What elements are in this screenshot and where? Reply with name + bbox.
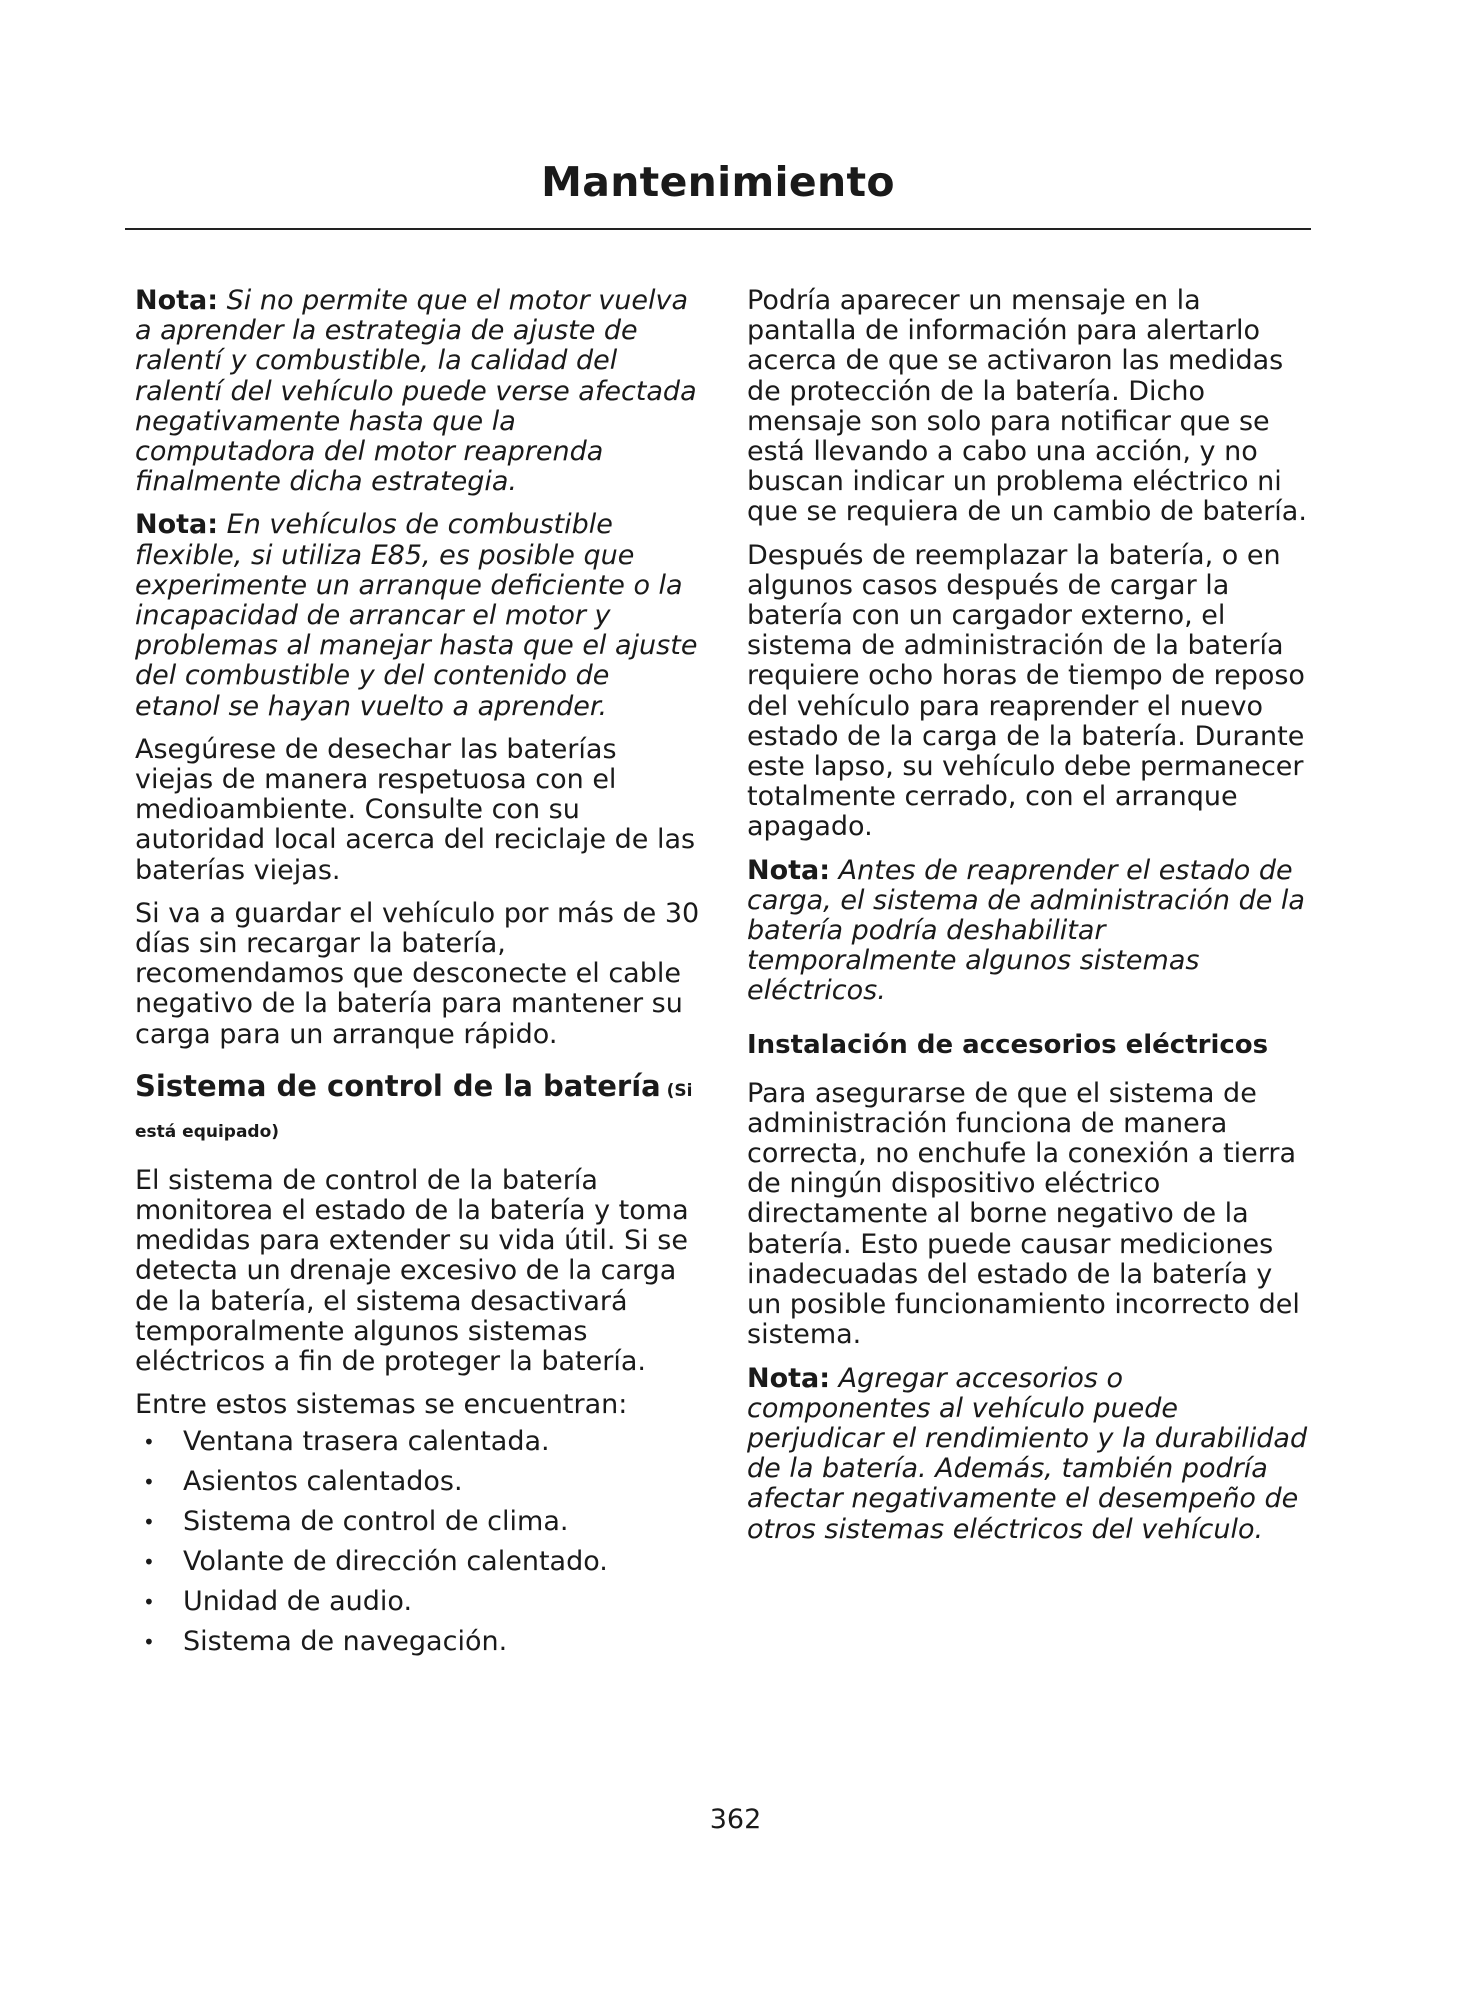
list-item: • Ventana trasera calentada. xyxy=(143,1425,550,1457)
note-label: Nota: xyxy=(135,285,219,316)
section-heading-text: Sistema de control de la batería xyxy=(135,1068,661,1103)
note-text: Agregar accesorios o componentes al vehículo puede perjudicar el rendimiento y la durabilidad de la batería. Además, también podría afectar negativamente el desempeño de otros sistemas eléctricos del vehículo. xyxy=(747,1362,1308,1545)
note-flex-fuel xyxy=(135,510,700,721)
section-heading-battery-control xyxy=(135,1068,700,1150)
list-item: • Sistema de control de clima. xyxy=(143,1505,569,1537)
list-item: • Volante de dirección calentado. xyxy=(143,1545,608,1577)
bullet-icon: • xyxy=(143,1469,155,1494)
page-number: 362 xyxy=(709,1804,762,1835)
systems-list xyxy=(135,1427,700,1657)
right-column xyxy=(747,286,1312,1558)
note-label: Nota: xyxy=(135,509,219,541)
note-text: Antes de reaprender el estado de carga, el sistema de administración de la batería podría deshabilitar temporalmente algunos sistemas eléctricos. xyxy=(747,854,1305,1007)
note-label: Nota: xyxy=(747,854,831,886)
list-item: • Asientos calentados. xyxy=(143,1465,463,1497)
title-divider xyxy=(125,228,1311,230)
note-accessories xyxy=(747,1364,1312,1545)
bullet-icon: • xyxy=(143,1629,155,1654)
left-column xyxy=(135,286,700,1667)
bullet-icon: • xyxy=(143,1589,155,1614)
paragraph-vehicle-storage: Si va a guardar el vehículo por más de 30 días sin recargar la batería, recomendamos que desconecte el cable negativo de la batería para mantener su carga para un arranque rápido. xyxy=(135,897,700,1050)
paragraph-relearn-rest: Después de reemplazar la batería, o en algunos casos después de cargar la batería con un cargador externo, el sistema de administración de la batería requiere ocho horas de tiempo de reposo del vehículo para reaprender el nuevo estado de la carga de la batería. Durante este lapso, su vehículo debe permanecer totalmente cerrado, con el arranque apagado. xyxy=(747,539,1305,843)
list-item: • Sistema de navegación. xyxy=(143,1625,508,1657)
note-idle-strategy xyxy=(135,286,700,497)
paragraph-battery-control: El sistema de control de la batería monitorea el estado de la batería y toma medidas para extender su vida útil. Si se detecta un drenaje excesivo de la carga de la batería, el sistema desactivará temporalmente algunos sistemas eléctricos a fin de proteger la batería. xyxy=(135,1164,689,1378)
section-heading-suffix: (Si está equipado) xyxy=(135,1080,693,1142)
paragraph-battery-disposal: Asegúrese de desechar las baterías viejas de manera respetuosa con el medioambiente. Consulte con su autoridad local acerca del reciclaje de las baterías viejas. xyxy=(135,733,696,886)
bullet-icon: • xyxy=(143,1549,155,1574)
note-text: Si no permite que el motor vuelva a aprender la estrategia de ajuste de ralentí y combustible, la calidad del ralentí del vehículo puede verse afectada negativamente hasta que la computadora del motor reaprenda finalmente dicha estrategia. xyxy=(135,285,697,498)
paragraph-ground-connection: Para asegurarse de que el sistema de administración funciona de manera correcta, no enchufe la conexión a tierra de ningún dispositivo eléctrico directamente al borne negativo de la batería. Esto puede causar mediciones inadecuadas del estado de la batería y un posible funcionamiento incorrecto del sistema. xyxy=(747,1077,1300,1351)
note-label: Nota: xyxy=(747,1362,831,1394)
list-item: • Unidad de audio. xyxy=(143,1585,413,1617)
bullet-icon: • xyxy=(143,1429,155,1454)
note-text: En vehículos de combustible flexible, si utiliza E85, es posible que experimente un arranque deficiente o la incapacidad de arrancar el motor y problemas al manejar hasta que el ajuste del combustible y del contenido de etanol se hayan vuelto a aprender. xyxy=(135,509,698,722)
bullet-icon: • xyxy=(143,1509,155,1534)
page-title: Mantenimiento xyxy=(541,158,895,206)
list-intro: Entre estos sistemas se encuentran: xyxy=(135,1389,628,1421)
subheading-electrical-accessories: Instalación de accesorios eléctricos xyxy=(747,1029,1269,1060)
note-relearn-state xyxy=(747,856,1312,1007)
paragraph-protection-message: Podría aparecer un mensaje en la pantalla de información para alertarlo acerca de que se activaron las medidas de protección de la batería. Dicho mensaje son solo para notificar que se está llevando a cabo una acción, y no buscan indicar un problema eléctrico ni que se requiera de un cambio de batería. xyxy=(747,285,1307,528)
